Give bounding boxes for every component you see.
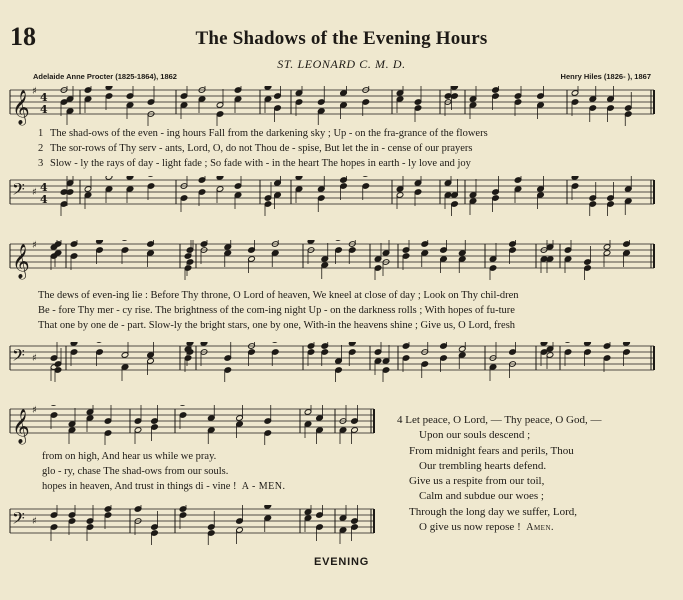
svg-text:4: 4 [40, 91, 48, 104]
svg-text:♯: ♯ [32, 86, 37, 97]
lyric-line: from on high, And hear us while we pray. [42, 451, 217, 462]
svg-text:♯: ♯ [32, 516, 37, 527]
svg-text:♯: ♯ [32, 240, 37, 251]
tune-name: ST. LEONARD C. M. D. [277, 57, 406, 71]
hymn-number: 18 [10, 22, 36, 51]
verse-line: Through the long day we suffer, Lord, [409, 505, 577, 518]
lyric-line: glo - ry, chase The shad-ows from our souls. [42, 466, 229, 477]
verse-line: Our trembling hearts defend. [419, 459, 547, 472]
lyric-line: 3 Slow - ly the rays of day - light fade ; So fade with - in the heart The hopes in earth - ly love and joy [38, 158, 471, 169]
svg-text:4: 4 [40, 181, 48, 194]
verse-4 [397, 413, 601, 535]
verse-line: From midnight fears and perils, Thou [409, 444, 574, 457]
verse-line: 4 Let peace, O Lord, — Thy peace, O God, — [397, 414, 602, 426]
svg-text:𝄞: 𝄞 [12, 90, 30, 125]
hymn-title: The Shadows of the Evening Hours [195, 28, 488, 49]
bass-staff [0, 176, 683, 216]
svg-text:𝄢: 𝄢 [12, 508, 25, 532]
verse-line: O give us now repose ! Amen. [419, 521, 555, 534]
lyric-line: That one by one de - part. Slow-ly the bright stars, one by one, With-in the heavens shine ; Give us, O Lord, fresh [38, 320, 516, 331]
svg-text:♯: ♯ [32, 353, 37, 364]
svg-text:𝄢: 𝄢 [12, 179, 25, 203]
svg-text:♯: ♯ [32, 405, 37, 416]
verse-line: Calm and subdue our woes ; [419, 490, 544, 503]
lyric-line: 1 The shad-ows of the even - ing hours Fall from the darkening sky ; Up - on the fra-grance of the flowers [38, 128, 488, 139]
svg-text:♯: ♯ [32, 187, 37, 198]
verse-line: Upon our souls descend ; [419, 429, 531, 442]
svg-text:4: 4 [40, 103, 48, 116]
bass-staff [0, 342, 683, 382]
composer-credit: Henry Hiles (1826- ), 1867 [560, 72, 651, 81]
author-credit: Adelaide Anne Procter (1825-1864), 1862 [33, 72, 177, 81]
lyric-line: 2 The sor-rows of Thy serv - ants, Lord, O, do not Thou de - spise, But let the in - cense of our prayers [38, 143, 473, 154]
lyric-line: hopes in heaven, And trust in things di - vine ! A - MEN. [42, 481, 286, 492]
section-label: EVENING [313, 556, 370, 568]
verse-line: Give us a respite from our toil, [409, 475, 545, 488]
treble-staff [0, 240, 683, 280]
svg-text:𝄞: 𝄞 [12, 244, 30, 279]
svg-text:4: 4 [40, 193, 48, 206]
treble-staff [0, 86, 683, 126]
svg-text:𝄢: 𝄢 [12, 345, 25, 369]
lyric-line: Be - fore Thy mer - cy rise. The brightness of the com-ing night Up - on the darkness rolls ; With hopes of fu-ture [38, 305, 515, 316]
lyric-line: The dews of even-ing lie : Before Thy throne, O Lord of heaven, We kneel at close of day ; Look on Thy chil-dren [38, 290, 519, 301]
svg-text:𝄞: 𝄞 [12, 409, 30, 444]
